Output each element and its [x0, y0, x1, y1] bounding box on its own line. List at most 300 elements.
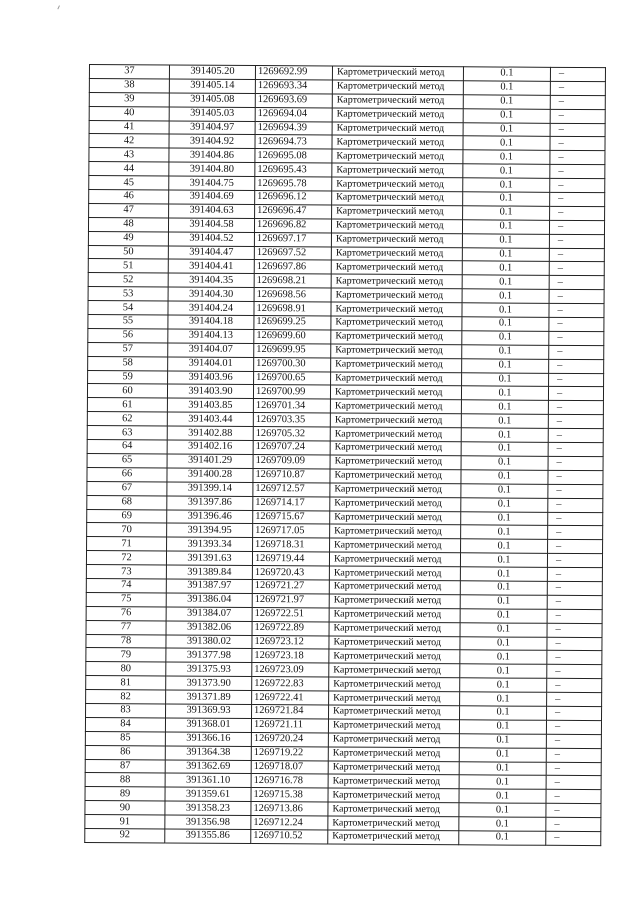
y-coordinate-cell: 1269700.65 [254, 371, 331, 385]
point-number-cell: 56 [88, 328, 168, 342]
method-cell: Картометрический метод [329, 566, 460, 581]
description-cell: – [548, 415, 603, 429]
description-cell: – [547, 651, 602, 665]
method-cell: Картометрический метод [332, 135, 463, 150]
x-coordinate-cell: 391380.02 [166, 634, 252, 648]
y-coordinate-cell: 1269697.86 [254, 260, 331, 274]
precision-cell: 0.1 [460, 636, 547, 650]
y-coordinate-cell: 1269720.43 [252, 566, 329, 580]
x-coordinate-cell: 391377.98 [166, 648, 252, 662]
point-number-cell: 44 [89, 162, 169, 176]
x-coordinate-cell: 391358.23 [165, 801, 251, 815]
description-cell: – [546, 762, 601, 776]
precision-cell: 0.1 [459, 720, 546, 734]
x-coordinate-cell: 391362.69 [165, 760, 251, 774]
precision-cell: 0.1 [460, 678, 547, 692]
precision-cell: 0.1 [462, 261, 549, 275]
method-cell: Картометрический метод [331, 233, 462, 248]
x-coordinate-cell: 391400.28 [167, 468, 253, 482]
method-cell: Картометрический метод [330, 427, 461, 442]
y-coordinate-cell: 1269707.24 [253, 441, 330, 455]
precision-cell: 0.1 [460, 692, 547, 706]
description-cell: – [549, 276, 604, 290]
description-cell: – [548, 428, 603, 442]
precision-cell: 0.1 [459, 831, 546, 845]
y-coordinate-cell: 1269696.82 [254, 218, 331, 232]
method-cell: Картометрический метод [331, 219, 462, 234]
x-coordinate-cell: 391361.10 [165, 773, 251, 787]
description-cell: – [549, 317, 604, 331]
x-coordinate-cell: 391405.20 [169, 65, 255, 79]
y-coordinate-cell: 1269718.31 [253, 538, 330, 552]
method-cell: Картометрический метод [331, 316, 462, 331]
method-cell: Картометрический метод [330, 455, 461, 470]
point-number-cell: 43 [89, 148, 169, 162]
description-cell: – [549, 373, 604, 387]
precision-cell: 0.1 [462, 331, 549, 345]
method-cell: Картометрический метод [331, 330, 462, 345]
precision-cell: 0.1 [459, 803, 546, 817]
x-coordinate-cell: 391404.97 [169, 121, 255, 135]
method-cell: Картометрический метод [332, 163, 463, 178]
point-number-cell: 68 [87, 495, 167, 509]
precision-cell: 0.1 [460, 706, 547, 720]
x-coordinate-cell: 391404.58 [168, 218, 254, 232]
x-coordinate-cell: 391397.86 [167, 496, 253, 510]
x-coordinate-cell: 391404.41 [168, 259, 254, 273]
method-cell: Картометрический метод [331, 288, 462, 303]
point-number-cell: 59 [88, 370, 168, 384]
point-number-cell: 73 [86, 565, 166, 579]
point-number-cell: 54 [88, 301, 168, 315]
description-cell: – [550, 206, 605, 220]
description-cell: – [547, 609, 602, 623]
description-cell: – [549, 303, 604, 317]
x-coordinate-cell: 391404.24 [168, 301, 254, 315]
point-number-cell: 72 [86, 551, 166, 565]
description-cell: – [547, 567, 602, 581]
point-number-cell: 51 [88, 259, 168, 273]
table-row [85, 828, 601, 845]
point-number-cell: 88 [85, 773, 165, 787]
description-cell: – [547, 637, 602, 651]
y-coordinate-cell: 1269697.17 [254, 232, 331, 246]
description-cell: – [547, 692, 602, 706]
description-cell: – [547, 706, 602, 720]
method-cell: Картометрический метод [332, 191, 463, 206]
description-cell: – [548, 498, 603, 512]
description-cell: – [550, 165, 605, 179]
point-number-cell: 67 [87, 481, 167, 495]
point-number-cell: 58 [88, 356, 168, 370]
precision-cell: 0.1 [460, 581, 547, 595]
description-cell: – [547, 665, 602, 679]
point-number-cell: 50 [88, 245, 168, 259]
method-cell: Картометрический метод [329, 552, 460, 567]
precision-cell: 0.1 [459, 761, 546, 775]
y-coordinate-cell: 1269701.34 [253, 399, 330, 413]
precision-cell: 0.1 [461, 456, 548, 470]
x-coordinate-cell: 391387.97 [166, 579, 252, 593]
point-number-cell: 47 [89, 203, 169, 217]
point-number-cell: 87 [85, 759, 165, 773]
description-cell: – [546, 790, 601, 804]
precision-cell: 0.1 [463, 192, 550, 206]
precision-cell: 0.1 [461, 442, 548, 456]
description-cell: – [550, 178, 605, 192]
precision-cell: 0.1 [462, 220, 549, 234]
x-coordinate-cell: 391404.13 [168, 329, 254, 343]
method-cell: Картометрический метод [330, 510, 461, 525]
coordinates-table [84, 64, 606, 846]
description-cell: – [546, 817, 601, 831]
precision-cell: 0.1 [459, 775, 546, 789]
description-cell: – [547, 595, 602, 609]
y-coordinate-cell: 1269712.24 [251, 816, 328, 830]
precision-cell: 0.1 [463, 95, 550, 109]
y-coordinate-cell: 1269721.84 [252, 704, 329, 718]
precision-cell: 0.1 [460, 622, 547, 636]
x-coordinate-cell: 391389.84 [166, 565, 252, 579]
description-cell: – [547, 623, 602, 637]
x-coordinate-cell: 391382.06 [166, 621, 252, 635]
point-number-cell: 63 [87, 426, 167, 440]
y-coordinate-cell: 1269721.11 [251, 718, 328, 732]
y-coordinate-cell: 1269723.12 [252, 635, 329, 649]
y-coordinate-cell: 1269722.51 [252, 607, 329, 621]
precision-cell: 0.1 [463, 206, 550, 220]
precision-cell: 0.1 [462, 345, 549, 359]
y-coordinate-cell: 1269717.05 [253, 524, 330, 538]
method-cell: Картометрический метод [329, 580, 460, 595]
method-cell: Картометрический метод [328, 788, 459, 803]
coordinates-table-body [85, 65, 606, 846]
x-coordinate-cell: 391364.38 [165, 746, 251, 760]
description-cell: – [549, 248, 604, 262]
description-cell: – [548, 526, 603, 540]
method-cell: Картометрический метод [331, 372, 462, 387]
precision-cell: 0.1 [461, 386, 548, 400]
x-coordinate-cell: 391356.98 [165, 815, 251, 829]
precision-cell: 0.1 [463, 67, 550, 81]
method-cell: Картометрический метод [331, 302, 462, 317]
x-coordinate-cell: 391366.16 [165, 732, 251, 746]
method-cell: Картометрический метод [329, 691, 460, 706]
method-cell: Картометрический метод [332, 205, 463, 220]
x-coordinate-cell: 391403.90 [167, 384, 253, 398]
point-number-cell: 40 [89, 106, 169, 120]
y-coordinate-cell: 1269695.43 [255, 163, 332, 177]
point-number-cell: 45 [89, 176, 169, 190]
point-number-cell: 65 [87, 453, 167, 467]
x-coordinate-cell: 391375.93 [166, 662, 252, 676]
x-coordinate-cell: 391399.14 [167, 482, 253, 496]
y-coordinate-cell: 1269719.44 [252, 552, 329, 566]
x-coordinate-cell: 391404.92 [169, 134, 255, 148]
method-cell: Картометрический метод [332, 122, 463, 137]
point-number-cell: 49 [88, 231, 168, 245]
point-number-cell: 75 [86, 592, 166, 606]
point-number-cell: 78 [86, 634, 166, 648]
y-coordinate-cell: 1269710.87 [253, 468, 330, 482]
y-coordinate-cell: 1269699.95 [254, 343, 331, 357]
description-cell: – [547, 581, 602, 595]
x-coordinate-cell: 391403.96 [168, 371, 254, 385]
method-cell: Картометрический метод [329, 622, 460, 637]
x-coordinate-cell: 391404.86 [169, 148, 255, 162]
x-coordinate-cell: 391393.34 [167, 537, 253, 551]
description-cell: – [548, 512, 603, 526]
point-number-cell: 46 [89, 190, 169, 204]
y-coordinate-cell: 1269694.73 [255, 135, 332, 149]
description-cell: – [548, 540, 603, 554]
y-coordinate-cell: 1269720.24 [251, 732, 328, 746]
method-cell: Картометрический метод [330, 441, 461, 456]
method-cell: Картометрический метод [328, 719, 459, 734]
description-cell: – [549, 290, 604, 304]
description-cell: – [549, 220, 604, 234]
method-cell: Картометрический метод [329, 677, 460, 692]
point-number-cell: 39 [89, 92, 169, 106]
precision-cell: 0.1 [461, 400, 548, 414]
x-coordinate-cell: 391404.80 [169, 162, 255, 176]
y-coordinate-cell: 1269723.18 [252, 649, 329, 663]
y-coordinate-cell: 1269698.56 [254, 288, 331, 302]
x-coordinate-cell: 391402.16 [167, 440, 253, 454]
precision-cell: 0.1 [459, 789, 546, 803]
precision-cell: 0.1 [459, 747, 546, 761]
precision-cell: 0.1 [462, 289, 549, 303]
x-coordinate-cell: 391394.95 [167, 523, 253, 537]
point-number-cell: 57 [88, 342, 168, 356]
x-coordinate-cell: 391371.89 [166, 690, 252, 704]
method-cell: Картометрический метод [331, 260, 462, 275]
point-number-cell: 91 [85, 815, 165, 829]
point-number-cell: 53 [88, 287, 168, 301]
precision-cell: 0.1 [463, 164, 550, 178]
description-cell: – [550, 109, 605, 123]
point-number-cell: 81 [86, 676, 166, 690]
point-number-cell: 61 [87, 398, 167, 412]
description-cell: – [548, 387, 603, 401]
y-coordinate-cell: 1269699.60 [254, 329, 331, 343]
y-coordinate-cell: 1269705.32 [253, 427, 330, 441]
method-cell: Картометрический метод [332, 149, 463, 164]
method-cell: Картометрический метод [328, 747, 459, 762]
method-cell: Картометрический метод [332, 94, 463, 109]
method-cell: Картометрический метод [330, 413, 461, 428]
x-coordinate-cell: 391396.46 [167, 509, 253, 523]
description-cell: – [550, 123, 605, 137]
method-cell: Картометрический метод [331, 358, 462, 373]
description-cell: – [549, 345, 604, 359]
precision-cell: 0.1 [462, 372, 549, 386]
x-coordinate-cell: 391373.90 [166, 676, 252, 690]
point-number-cell: 70 [87, 523, 167, 537]
method-cell: Картометрический метод [329, 705, 460, 720]
method-cell: Картометрический метод [332, 108, 463, 123]
method-cell: Картометрический метод [332, 80, 463, 95]
y-coordinate-cell: 1269719.22 [251, 746, 328, 760]
y-coordinate-cell: 1269695.08 [255, 149, 332, 163]
description-cell: – [548, 456, 603, 470]
description-cell: – [550, 81, 605, 95]
x-coordinate-cell: 391359.61 [165, 787, 251, 801]
method-cell: Картометрический метод [329, 635, 460, 650]
x-coordinate-cell: 391404.35 [168, 273, 254, 287]
method-cell: Картометрический метод [330, 524, 461, 539]
precision-cell: 0.1 [459, 734, 546, 748]
precision-cell: 0.1 [462, 358, 549, 372]
method-cell: Картометрический метод [330, 497, 461, 512]
method-cell: Картометрический метод [331, 274, 462, 289]
description-cell: – [550, 95, 605, 109]
description-cell: – [548, 470, 603, 484]
y-coordinate-cell: 1269714.17 [253, 496, 330, 510]
point-number-cell: 77 [86, 620, 166, 634]
y-coordinate-cell: 1269696.12 [255, 191, 332, 205]
x-coordinate-cell: 391404.63 [169, 204, 255, 218]
description-cell: – [547, 678, 602, 692]
point-number-cell: 60 [87, 384, 167, 398]
point-number-cell: 48 [88, 217, 168, 231]
point-number-cell: 84 [85, 717, 165, 731]
y-coordinate-cell: 1269715.38 [251, 788, 328, 802]
method-cell: Картометрический метод [330, 538, 461, 553]
y-coordinate-cell: 1269699.25 [254, 316, 331, 330]
precision-cell: 0.1 [463, 136, 550, 150]
method-cell: Картометрический метод [328, 802, 459, 817]
y-coordinate-cell: 1269712.57 [253, 482, 330, 496]
point-number-cell: 74 [86, 578, 166, 592]
precision-cell: 0.1 [462, 303, 549, 317]
method-cell: Картометрический метод [328, 761, 459, 776]
method-cell: Картометрический метод [332, 177, 463, 192]
y-coordinate-cell: 1269694.04 [255, 107, 332, 121]
point-number-cell: 66 [87, 467, 167, 481]
description-cell: – [549, 331, 604, 345]
x-coordinate-cell: 391404.75 [169, 176, 255, 190]
description-cell: – [546, 804, 601, 818]
precision-cell: 0.1 [462, 275, 549, 289]
y-coordinate-cell: 1269722.83 [252, 677, 329, 691]
point-number-cell: 52 [88, 273, 168, 287]
point-number-cell: 76 [86, 606, 166, 620]
method-cell: Картометрический метод [330, 469, 461, 484]
precision-cell: 0.1 [460, 567, 547, 581]
point-number-cell: 90 [85, 801, 165, 815]
description-cell: – [550, 67, 605, 81]
method-cell: Картометрический метод [329, 649, 460, 664]
x-coordinate-cell: 391404.47 [168, 246, 254, 260]
precision-cell: 0.1 [461, 470, 548, 484]
x-coordinate-cell: 391402.88 [167, 426, 253, 440]
description-cell: – [546, 776, 601, 790]
precision-cell: 0.1 [462, 247, 549, 261]
description-cell: – [549, 359, 604, 373]
y-coordinate-cell: 1269700.99 [253, 385, 330, 399]
x-coordinate-cell: 391405.08 [169, 93, 255, 107]
y-coordinate-cell: 1269693.69 [255, 93, 332, 107]
y-coordinate-cell: 1269710.52 [251, 829, 328, 843]
precision-cell: 0.1 [460, 595, 547, 609]
point-number-cell: 82 [86, 690, 166, 704]
scan-speck [57, 5, 62, 10]
precision-cell: 0.1 [460, 609, 547, 623]
method-cell: Картометрический метод [331, 247, 462, 262]
x-coordinate-cell: 391404.07 [168, 343, 254, 357]
point-number-cell: 79 [86, 648, 166, 662]
x-coordinate-cell: 391355.86 [165, 829, 251, 843]
y-coordinate-cell: 1269696.47 [255, 204, 332, 218]
precision-cell: 0.1 [461, 483, 548, 497]
y-coordinate-cell: 1269722.41 [252, 691, 329, 705]
point-number-cell: 92 [85, 828, 165, 842]
description-cell: – [549, 234, 604, 248]
point-number-cell: 55 [88, 315, 168, 329]
precision-cell: 0.1 [461, 511, 548, 525]
y-coordinate-cell: 1269695.78 [255, 177, 332, 191]
y-coordinate-cell: 1269715.67 [253, 510, 330, 524]
point-number-cell: 83 [86, 703, 166, 717]
precision-cell: 0.1 [463, 108, 550, 122]
point-number-cell: 89 [85, 787, 165, 801]
point-number-cell: 85 [85, 731, 165, 745]
x-coordinate-cell: 391404.18 [168, 315, 254, 329]
method-cell: Картометрический метод [329, 608, 460, 623]
y-coordinate-cell: 1269709.09 [253, 454, 330, 468]
method-cell: Картометрический метод [331, 344, 462, 359]
y-coordinate-cell: 1269721.27 [252, 579, 329, 593]
method-cell: Картометрический метод [330, 385, 461, 400]
description-cell: – [548, 484, 603, 498]
y-coordinate-cell: 1269700.30 [254, 357, 331, 371]
y-coordinate-cell: 1269698.91 [254, 302, 331, 316]
method-cell: Картометрический метод [328, 774, 459, 789]
description-cell: – [550, 192, 605, 206]
description-cell: – [550, 151, 605, 165]
y-coordinate-cell: 1269694.39 [255, 121, 332, 135]
precision-cell: 0.1 [461, 539, 548, 553]
point-number-cell: 80 [86, 662, 166, 676]
method-cell: Картометрический метод [332, 66, 463, 81]
y-coordinate-cell: 1269723.09 [252, 663, 329, 677]
point-number-cell: 69 [87, 509, 167, 523]
x-coordinate-cell: 391405.03 [169, 107, 255, 121]
method-cell: Картометрический метод [329, 663, 460, 678]
precision-cell: 0.1 [459, 817, 546, 831]
y-coordinate-cell: 1269698.21 [254, 274, 331, 288]
precision-cell: 0.1 [463, 81, 550, 95]
y-coordinate-cell: 1269721.97 [252, 593, 329, 607]
x-coordinate-cell: 391404.01 [168, 357, 254, 371]
precision-cell: 0.1 [463, 122, 550, 136]
precision-cell: 0.1 [461, 525, 548, 539]
y-coordinate-cell: 1269692.99 [255, 66, 332, 80]
x-coordinate-cell: 391391.63 [166, 551, 252, 565]
y-coordinate-cell: 1269718.07 [251, 760, 328, 774]
y-coordinate-cell: 1269722.89 [252, 621, 329, 635]
description-cell: – [548, 401, 603, 415]
method-cell: Картометрический метод [328, 830, 459, 845]
y-coordinate-cell: 1269697.52 [254, 246, 331, 260]
description-cell: – [546, 734, 601, 748]
method-cell: Картометрический метод [328, 816, 459, 831]
description-cell: – [546, 748, 601, 762]
description-cell: – [547, 553, 602, 567]
method-cell: Картометрический метод [328, 733, 459, 748]
y-coordinate-cell: 1269693.34 [255, 79, 332, 93]
